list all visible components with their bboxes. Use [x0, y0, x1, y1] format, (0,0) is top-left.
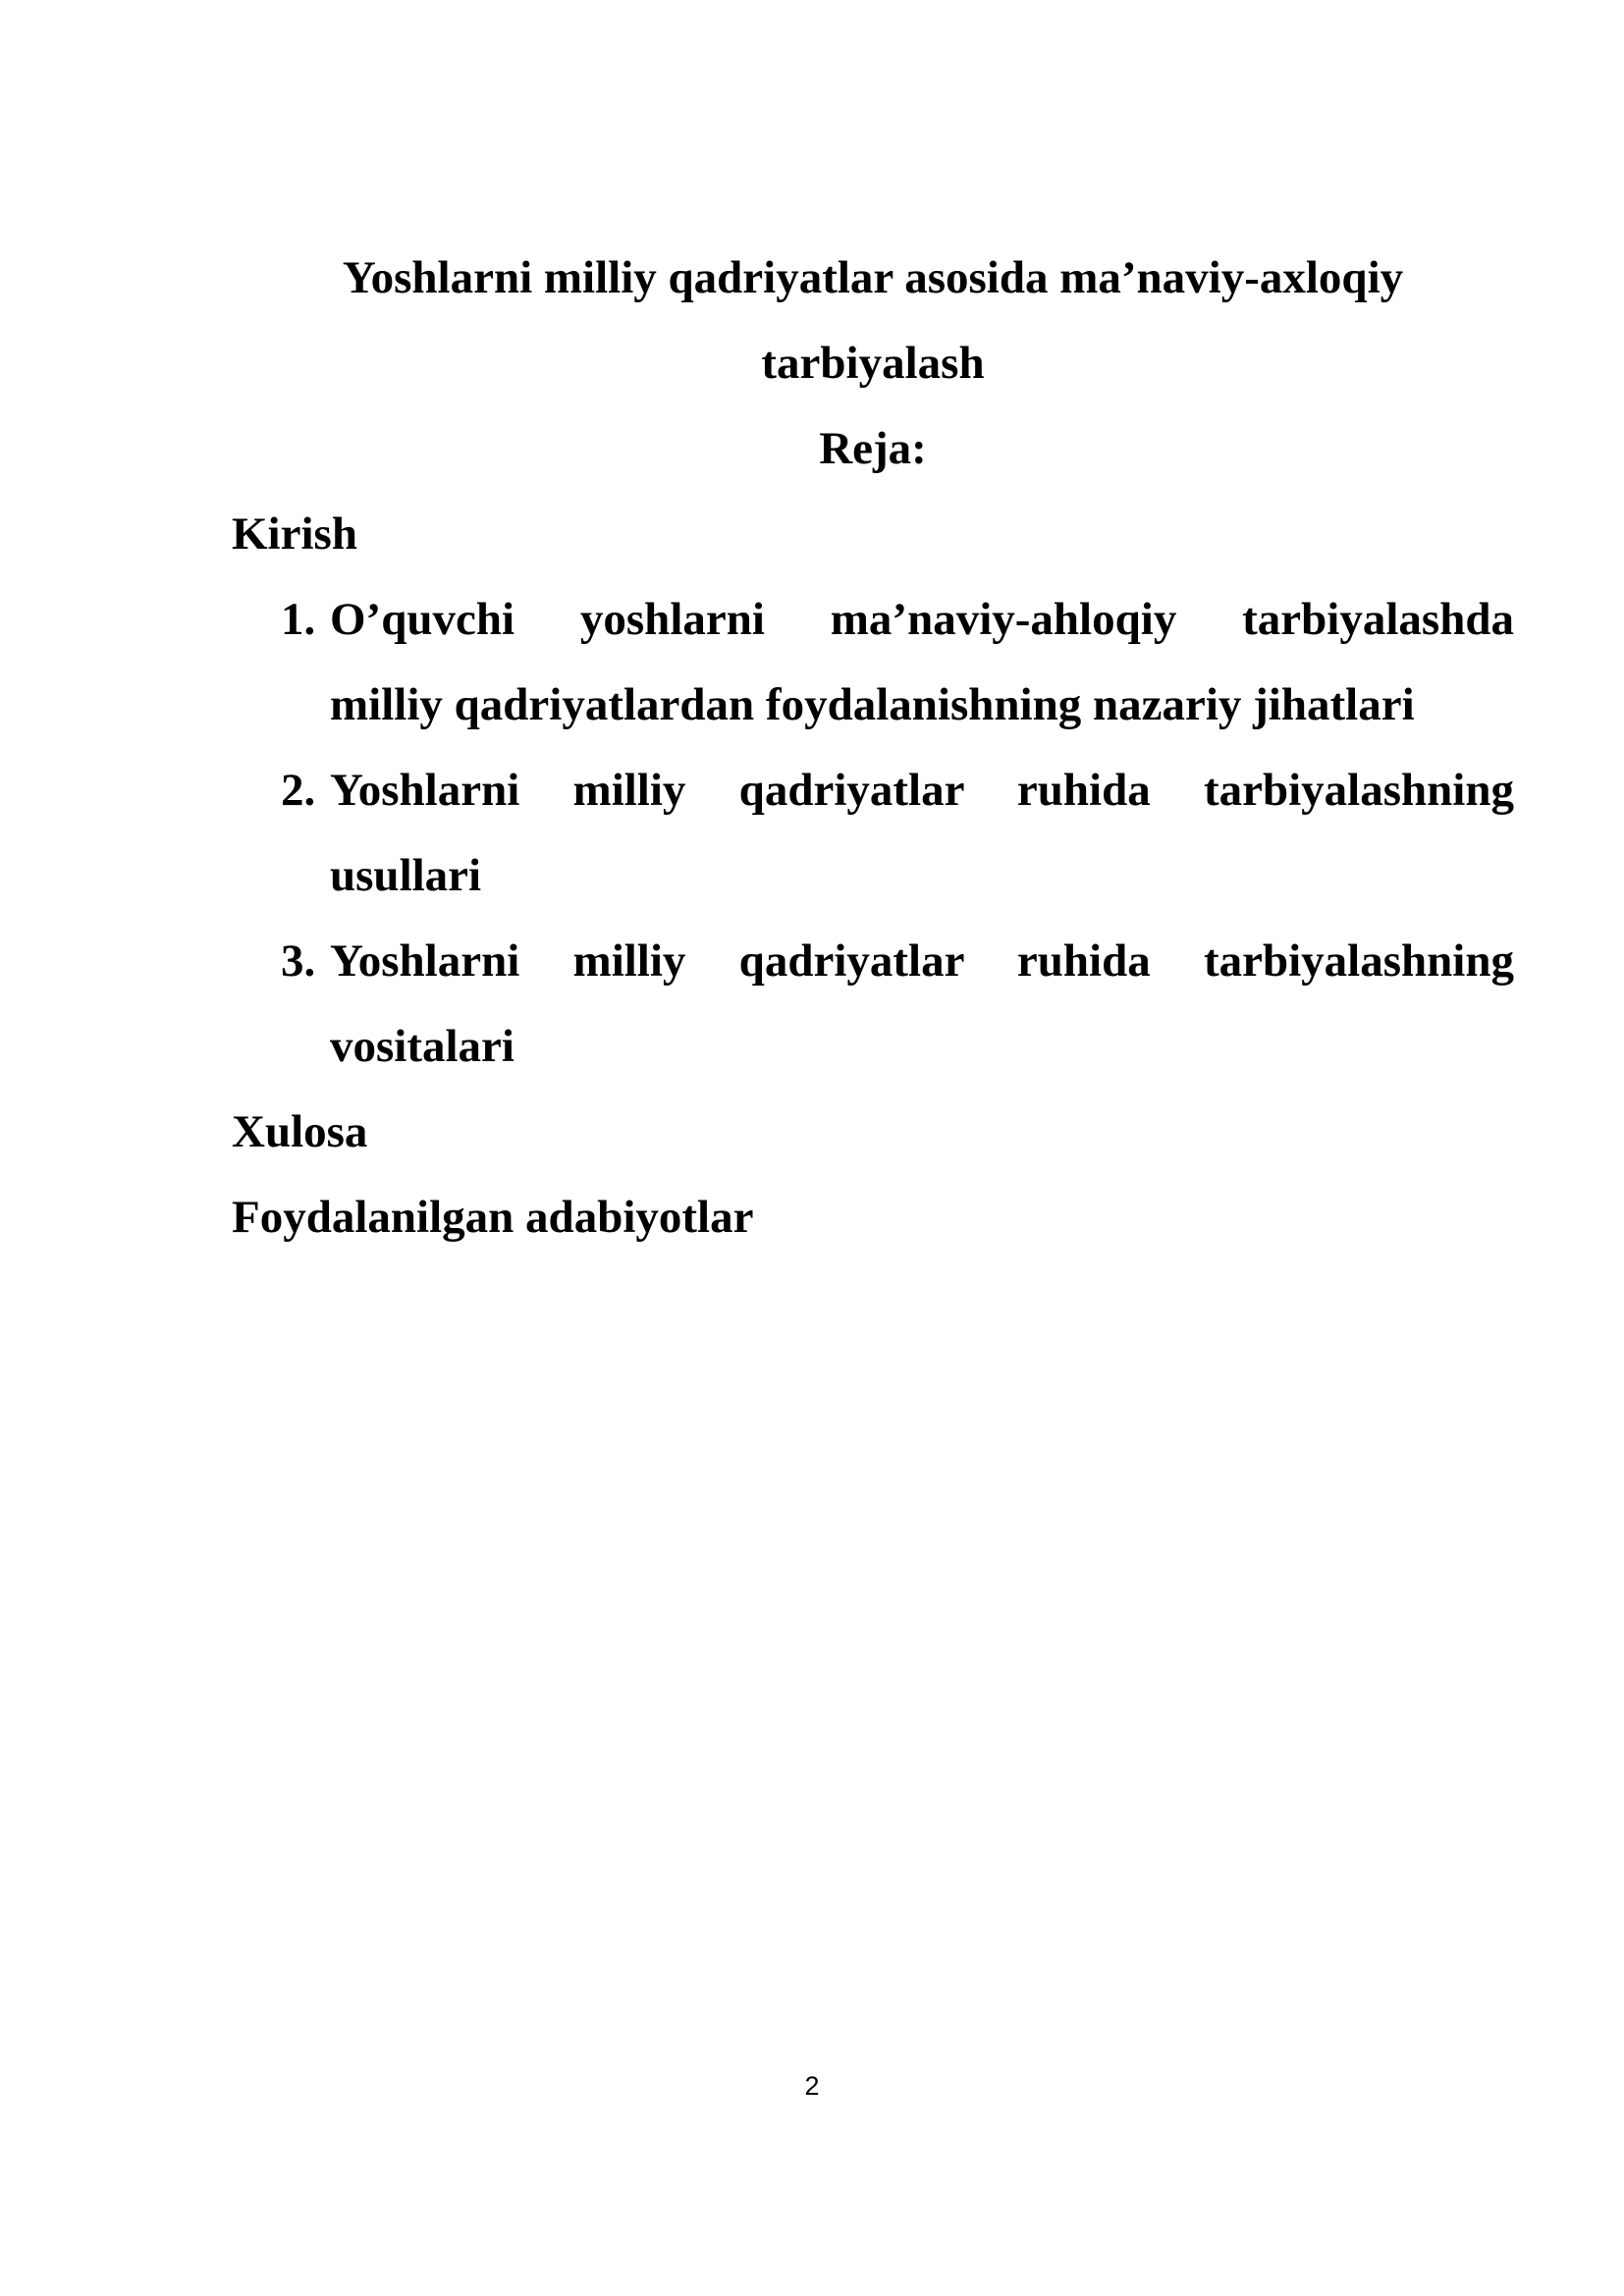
- plan-item-text: usullari: [330, 850, 482, 901]
- intro-heading: Kirish: [232, 508, 357, 560]
- plan-item-number: 1.: [281, 594, 316, 645]
- plan-item: [232, 919, 1514, 1090]
- plan-item-text: milliy qadriyatlardan foydalanishning nazariy jihatlari: [330, 679, 1415, 730]
- plan-item-text: O’quvchi yoshlarni ma’naviy-ahloqiy tarbiyalashda: [330, 594, 1514, 645]
- plan-item-text: vositalari: [330, 1021, 514, 1072]
- plan-list: [232, 577, 1514, 1090]
- references-heading: Foydalanilgan adabiyotlar: [232, 1192, 754, 1243]
- plan-item-number: 2.: [281, 765, 316, 816]
- plan-heading: Reja:: [819, 423, 927, 474]
- plan-item-number: 3.: [281, 935, 316, 987]
- page-number: 2: [804, 2071, 820, 2101]
- plan-body: [232, 492, 1514, 1260]
- document-title: [232, 236, 1514, 406]
- conclusion-heading: Xulosa: [232, 1106, 368, 1157]
- title-line: Yoshlarni milliy qadriyatlar asosida ma’naviy-axloqiy: [342, 252, 1404, 303]
- plan-item: [232, 748, 1514, 919]
- plan-item-text: Yoshlarni milliy qadriyatlar ruhida tarbiyalashning: [330, 765, 1514, 816]
- plan-item-text: Yoshlarni milliy qadriyatlar ruhida tarbiyalashning: [330, 935, 1514, 987]
- plan-item: [232, 577, 1514, 748]
- title-line: tarbiyalash: [761, 338, 985, 389]
